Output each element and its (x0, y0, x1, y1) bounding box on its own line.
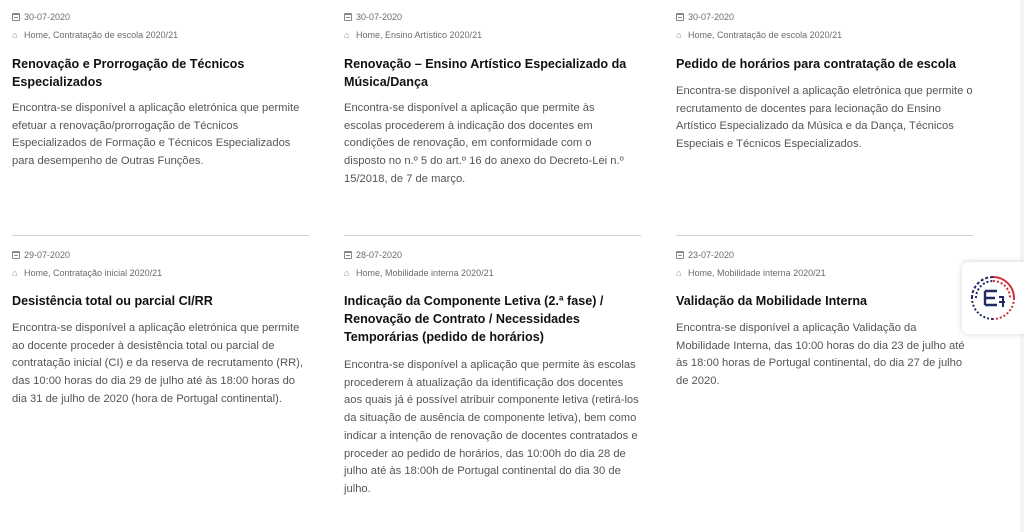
card-divider (676, 235, 973, 236)
post-date: 28-07-2020 (344, 250, 402, 260)
tag-link-home[interactable]: Home (356, 30, 381, 40)
post-date: 30-07-2020 (676, 12, 734, 22)
tag-link-category[interactable]: Mobilidade interna 2020/21 (385, 268, 494, 278)
tag-icon: ⌂ (12, 268, 18, 278)
tag-link-category[interactable]: Contratação inicial 2020/21 (53, 268, 163, 278)
calendar-icon (12, 251, 20, 259)
post-title[interactable]: Pedido de horários para contratação de escola (676, 57, 956, 71)
calendar-icon (676, 13, 684, 21)
tag-icon: ⌂ (344, 30, 350, 40)
e-logo-icon (968, 273, 1018, 323)
post-title[interactable]: Renovação e Prorrogação de Técnicos Especializados (12, 57, 245, 89)
tag-link-category[interactable]: Contratação de escola 2020/21 (53, 30, 179, 40)
tag-link-category[interactable]: Mobilidade interna 2020/21 (717, 268, 826, 278)
post-tags: ⌂ Home , Contratação de escola 2020/21 (12, 30, 179, 40)
post-tags: ⌂ Home , Contratação inicial 2020/21 (12, 268, 163, 278)
post-excerpt: Encontra-se disponível a aplicação eletrónica que permite ao docente proceder à desistência total ou parcial de contratação inicial (CI) e da reserva de recrutamento (RR), das 10:00 horas do dia 29 de julho até às 18:00 horas do dia 31 de julho de 2020 (hora de Portugal continental). (12, 322, 303, 405)
tag-link-category[interactable]: Ensino Artístico 2020/21 (385, 30, 483, 40)
floating-logo-button[interactable] (962, 262, 1024, 334)
post-title[interactable]: Indicação da Componente Letiva (2.ª fase) / Renovação de Contrato / Necessidades Temporárias (pedido de horários) (344, 294, 604, 344)
post-excerpt: Encontra-se disponível a aplicação que permite às escolas procederem à atualização da identificação dos docentes aos quais já é possível atribuir componente letiva (retirá-los da situação de ausência de componente letiva), bem como indicar a intenção de renovação de docentes contratados e proceder ao pedido de horários, das 10:00h do dia 28 de julho até às 18:00h de Portugal continental do dia 30 de julho. (344, 359, 639, 495)
calendar-icon (676, 251, 684, 259)
tag-icon: ⌂ (676, 30, 682, 40)
post-date: 30-07-2020 (12, 12, 70, 22)
tag-link-home[interactable]: Home (688, 30, 713, 40)
post-tags: ⌂ Home , Mobilidade interna 2020/21 (676, 268, 826, 278)
post-tags: ⌂ Home , Ensino Artístico 2020/21 (344, 30, 483, 40)
post-title[interactable]: Desistência total ou parcial CI/RR (12, 294, 213, 308)
card-divider (12, 235, 309, 236)
card-divider (344, 235, 641, 236)
post-excerpt: Encontra-se disponível a aplicação eletrónica que permite o recrutamento de docentes para lecionação do Ensino Artístico Especializado da Música e da Dança, Técnicos Especiais e Técnicos Especializados. (676, 85, 973, 151)
calendar-icon (344, 251, 352, 259)
post-date: 30-07-2020 (344, 12, 402, 22)
post-date: 29-07-2020 (12, 250, 70, 260)
tag-icon: ⌂ (12, 30, 18, 40)
tag-icon: ⌂ (344, 268, 350, 278)
tag-link-home[interactable]: Home (24, 268, 49, 278)
tag-link-home[interactable]: Home (24, 30, 49, 40)
calendar-icon (12, 13, 20, 21)
post-tags: ⌂ Home , Contratação de escola 2020/21 (676, 30, 843, 40)
post-excerpt: Encontra-se disponível a aplicação Validação da Mobilidade Interna, das 10:00 horas do dia 23 de julho até às 18:00 horas de Portugal continental, do dia 27 de julho de 2020. (676, 322, 965, 388)
tag-link-home[interactable]: Home (356, 268, 381, 278)
calendar-icon (344, 13, 352, 21)
post-title[interactable]: Validação da Mobilidade Interna (676, 294, 868, 308)
post-title[interactable]: Renovação – Ensino Artístico Especializado da Música/Dança (344, 57, 627, 89)
post-excerpt: Encontra-se disponível a aplicação eletrónica que permite efetuar a renovação/prorrogação de Técnicos Especializados de Formação e Técnicos Especializados para desempenho de Outras Funções. (12, 102, 300, 168)
tag-link-category[interactable]: Contratação de escola 2020/21 (717, 30, 843, 40)
tag-icon: ⌂ (676, 268, 682, 278)
post-date: 23-07-2020 (676, 250, 734, 260)
post-tags: ⌂ Home , Mobilidade interna 2020/21 (344, 268, 494, 278)
post-excerpt: Encontra-se disponível a aplicação que permite às escolas procederem à indicação dos docentes em condições de renovação, em conformidade com o disposto no n.º 5 do art.º 16 do anexo do Decreto-Lei n.º 15/2018, de 7 de março. (344, 102, 624, 185)
tag-link-home[interactable]: Home (688, 268, 713, 278)
